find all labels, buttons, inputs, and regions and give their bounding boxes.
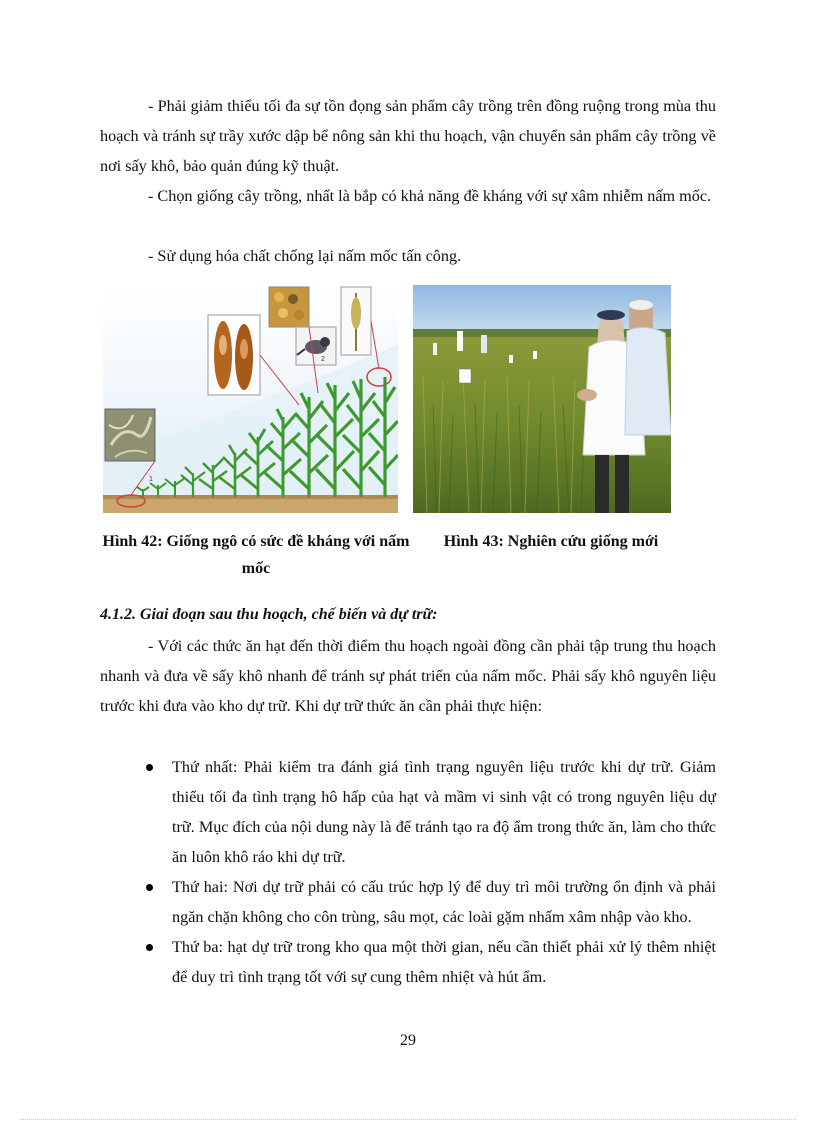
paragraph-post-harvest-intro: - Với các thức ăn hạt đến thời điểm thu hoạch ngoài đồng cần phải tập trung thu hoạch nhanh và đưa về sấy khô nhanh để tránh sự phát triển của nấm mốc. Phải sấy khô nguyên liệu trước khi đưa vào kho dự trữ. Khi dự trữ thức ăn cần phải thực hiện: bbox=[100, 637, 716, 715]
page-bottom-divider bbox=[20, 1119, 796, 1120]
diagram-label-1: 1 bbox=[149, 476, 153, 483]
figure-42-caption: Hình 42: Giống ngô có sức đề kháng với nấm mốc bbox=[102, 533, 410, 577]
rice-field-illustration bbox=[413, 285, 671, 513]
list-item bbox=[100, 932, 716, 992]
paragraph-resistant-varieties: - Chọn giống cây trồng, nhất là bắp có khả năng đề kháng với sự xâm nhiễm nấm mốc. bbox=[148, 187, 712, 205]
bullet-icon bbox=[146, 944, 153, 951]
figure-43-caption: Hình 43: Nghiên cứu giống mới bbox=[443, 533, 659, 550]
section-heading: 4.1.2. Giai đoạn sau thu hoạch, chế biến và dự trữ: bbox=[100, 606, 438, 623]
list-item bbox=[100, 752, 716, 872]
paragraph-harvest-handling: - Phải giảm thiểu tối đa sự tồn đọng sản phẩm cây trồng trên đồng ruộng trong mùa thu hoạch và tránh sự trầy xước dập bể nông sản khi thu hoạch, vận chuyển sản phẩm cây trồng về nơi sấy khô, bảo quản đúng kỹ thuật. bbox=[100, 97, 716, 175]
bullet-icon bbox=[146, 764, 153, 771]
field-research-photo bbox=[413, 285, 671, 513]
list-item-text: Thứ ba: hạt dự trữ trong kho qua một thời gian, nếu cần thiết phải xử lý thêm nhiệt để duy trì tình trạng tốt với sự cung thêm nhiệt và hút ẩm. bbox=[172, 938, 716, 986]
list-item-text: Thứ hai: Nơi dự trữ phải có cấu trúc hợp lý để duy trì môi trường ổn định và phải ngăn chặn không cho côn trùng, sâu mọt, các loài gặm nhấm xâm nhập vào kho. bbox=[172, 878, 716, 926]
corn-resistance-diagram bbox=[103, 285, 398, 513]
corn-diagram-illustration bbox=[103, 285, 398, 513]
list-item bbox=[100, 872, 716, 932]
page-number: 29 bbox=[400, 1032, 416, 1049]
bullet-icon bbox=[146, 884, 153, 891]
diagram-label-2: 2 bbox=[321, 356, 325, 363]
paragraph-chemicals: - Sử dụng hóa chất chống lại nấm mốc tấn công. bbox=[148, 247, 462, 265]
storage-requirements-list bbox=[100, 752, 716, 992]
list-item-text: Thứ nhất: Phải kiểm tra đánh giá tình trạng nguyên liệu trước khi dự trữ. Giảm thiểu tối đa tình trạng hô hấp của hạt và mầm vi sinh vật có trong nguyên liệu dự trữ. Mục đích của nội dung này là để tránh tạo ra độ ẩm trong thức ăn, làm cho thức ăn luôn khô ráo khi dự trữ. bbox=[172, 758, 716, 866]
